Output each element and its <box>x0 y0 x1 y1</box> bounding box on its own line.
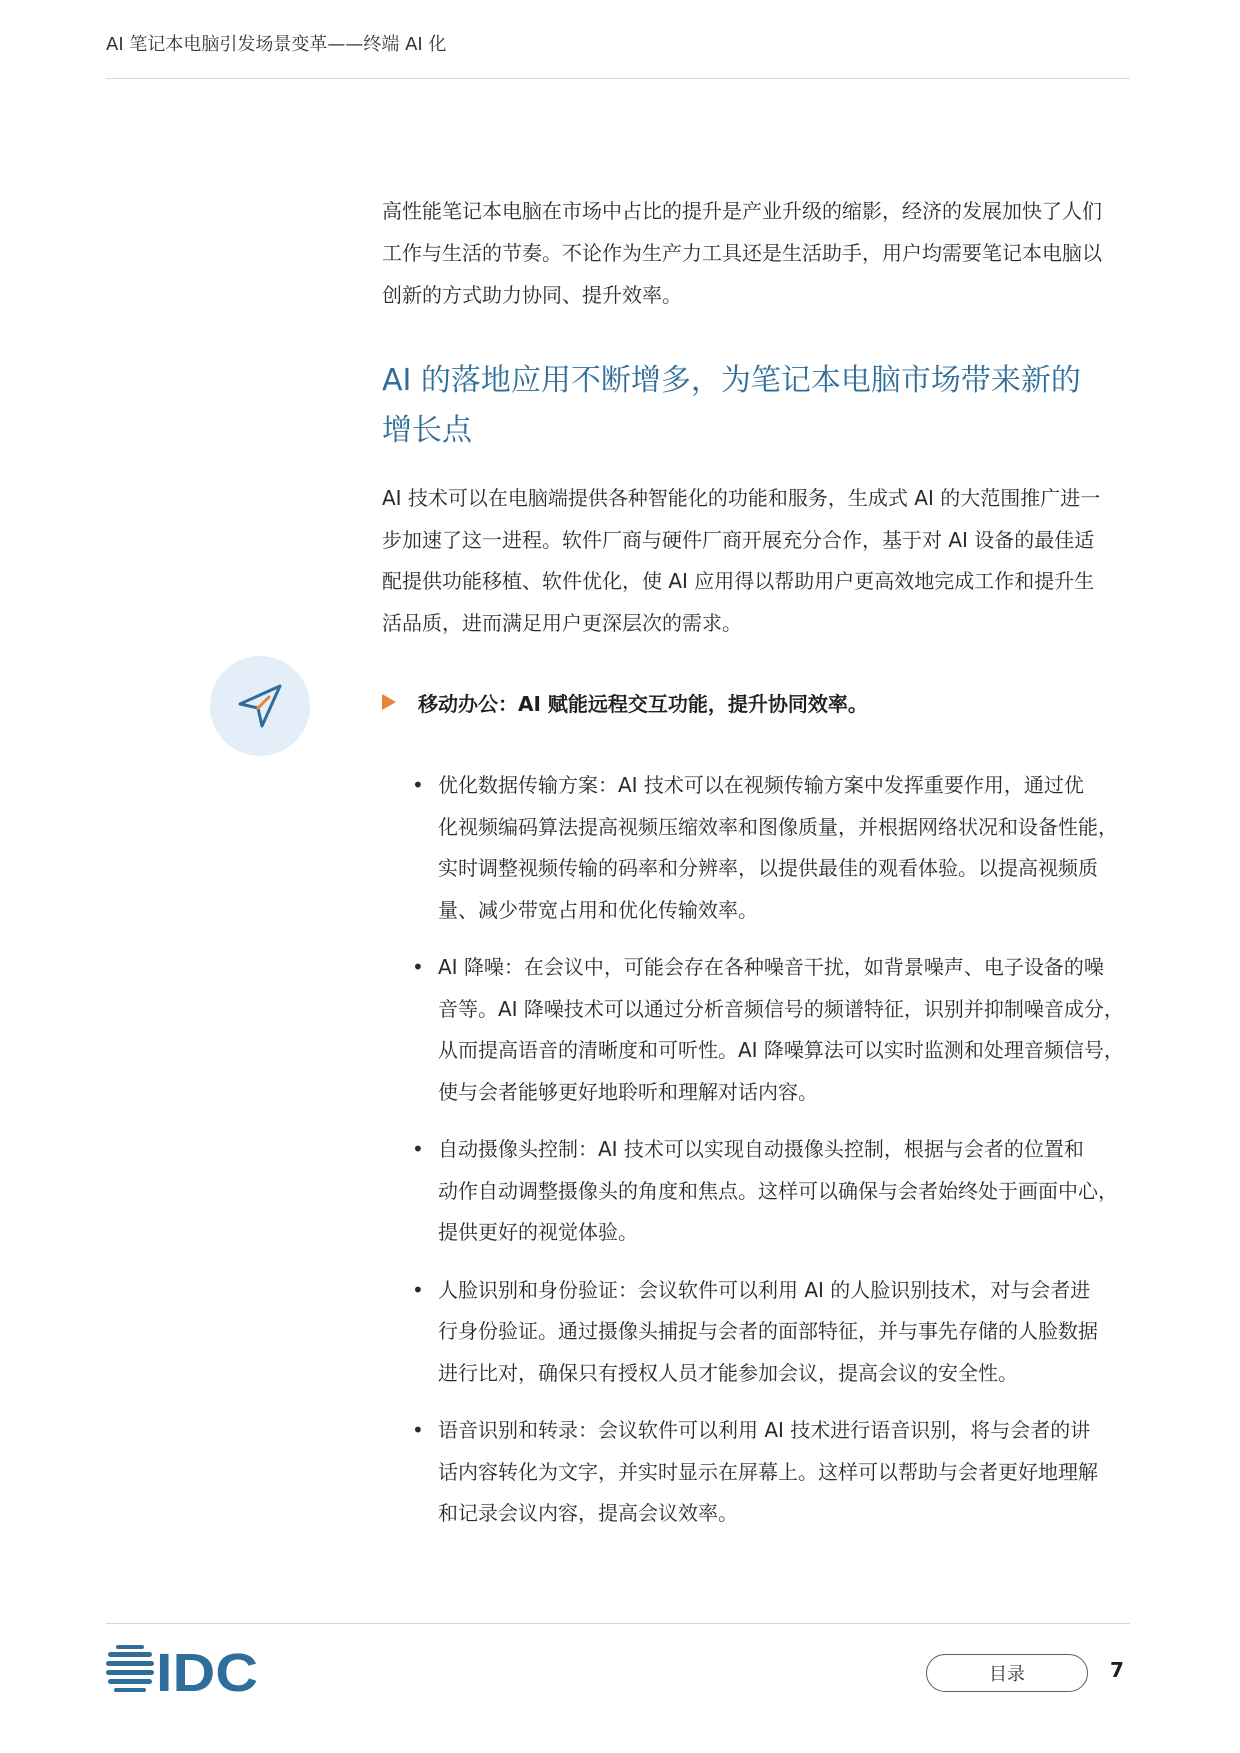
list-item <box>412 765 1172 931</box>
idc-logo-text: IDC <box>156 1643 258 1698</box>
bullet-dot: • <box>412 955 424 979</box>
list-item <box>412 1270 1172 1395</box>
triangle-bullet-icon <box>382 694 396 710</box>
section-paragraph-line: 活品质，进而满足用户更深层次的需求。 <box>382 610 742 635</box>
list-item-line: 提供更好的视觉体验。 <box>438 1220 638 1244</box>
list-item-line: 量、减少带宽占用和优化传输效率。 <box>438 897 758 922</box>
paper-plane-badge <box>210 656 310 756</box>
table-of-contents-button[interactable]: 目录 <box>926 1654 1088 1692</box>
intro-line: 创新的方式助力协同、提升效率。 <box>382 283 682 307</box>
footer-divider <box>106 1623 1130 1624</box>
intro-line: 高性能笔记本电脑在市场中占比的提升是产业升级的缩影，经济的发展加快了人们 <box>382 199 1102 223</box>
page-number: 7 <box>1110 1658 1124 1682</box>
list-item-line: AI 降噪：在会议中，可能会存在各种噪音干扰，如背景噪声、电子设备的噪 <box>438 955 1104 979</box>
bullet-dot: • <box>412 1418 424 1442</box>
list-item <box>412 1129 1172 1254</box>
list-item-line: 话内容转化为文字，并实时显示在屏幕上。这样可以帮助与会者更好地理解 <box>438 1459 1098 1484</box>
list-item-line: 优化数据传输方案：AI 技术可以在视频传输方案中发挥重要作用，通过优 <box>438 773 1084 797</box>
section-paragraph-line: AI 技术可以在电脑端提供各种智能化的功能和服务，生成式 AI 的大范围推广进一 <box>382 486 1101 510</box>
list-item-line: 动作自动调整摄像头的角度和焦点。这样可以确保与会者始终处于画面中心， <box>438 1178 1118 1203</box>
section-heading <box>382 356 1142 456</box>
list-item-line: 使与会者能够更好地聆听和理解对话内容。 <box>438 1079 818 1104</box>
idc-logo <box>106 1642 262 1698</box>
list-item-line: 音等。AI 降噪技术可以通过分析音频信号的频谱特征，识别并抑制噪音成分， <box>438 996 1124 1021</box>
list-item-line: 和记录会议内容，提高会议效率。 <box>438 1501 738 1525</box>
list-item-line: 从而提高语音的清晰度和可听性。AI 降噪算法可以实时监测和处理音频信号， <box>438 1038 1124 1062</box>
subheading <box>382 687 868 717</box>
running-header: AI 笔记本电脑引发场景变革——终端 AI 化 <box>106 34 447 55</box>
list-item <box>412 947 1172 1113</box>
section-paragraph-line: 配提供功能移植、软件优化，使 AI 应用得以帮助用户更高效地完成工作和提升生 <box>382 569 1095 593</box>
intro-line: 工作与生活的节奏。不论作为生产力工具还是生活助手，用户均需要笔记本电脑以 <box>382 241 1102 265</box>
list-item-line: 语音识别和转录：会议软件可以利用 AI 技术进行语音识别，将与会者的讲 <box>438 1418 1091 1442</box>
list-item-line: 进行比对，确保只有授权人员才能参加会议，提高会议的安全性。 <box>438 1360 1018 1385</box>
list-item-line: 行身份验证。通过摄像头捕捉与会者的面部特征，并与事先存储的人脸数据 <box>438 1319 1098 1343</box>
section-paragraph <box>382 478 1142 644</box>
list-item-line: 人脸识别和身份验证：会议软件可以利用 AI 的人脸识别技术，对与会者进 <box>438 1277 1091 1302</box>
list-item-line: 化视频编码算法提高视频压缩效率和图像质量，并根据网络状况和设备性能， <box>438 814 1118 839</box>
paper-plane-icon <box>232 678 288 734</box>
section-heading-line: AI 的落地应用不断增多，为笔记本电脑市场带来新的 <box>382 363 1081 398</box>
subheading-text: 移动办公：AI 赋能远程交互功能，提升协同效率。 <box>418 691 868 716</box>
bullet-dot: • <box>412 773 424 797</box>
intro-paragraph <box>382 190 1142 316</box>
list-item <box>412 1410 1172 1535</box>
header-divider <box>106 78 1130 79</box>
list-item-line: 自动摄像头控制：AI 技术可以实现自动摄像头控制，根据与会者的位置和 <box>438 1137 1084 1161</box>
bullet-list <box>412 765 1172 1551</box>
bullet-dot: • <box>412 1137 424 1161</box>
section-paragraph-line: 步加速了这一进程。软件厂商与硬件厂商开展充分合作，基于对 AI 设备的最佳适 <box>382 527 1095 552</box>
bullet-dot: • <box>412 1277 424 1302</box>
section-heading-line: 增长点 <box>382 413 472 448</box>
list-item-line: 实时调整视频传输的码率和分辨率，以提供最佳的观看体验。以提高视频质 <box>438 856 1098 880</box>
